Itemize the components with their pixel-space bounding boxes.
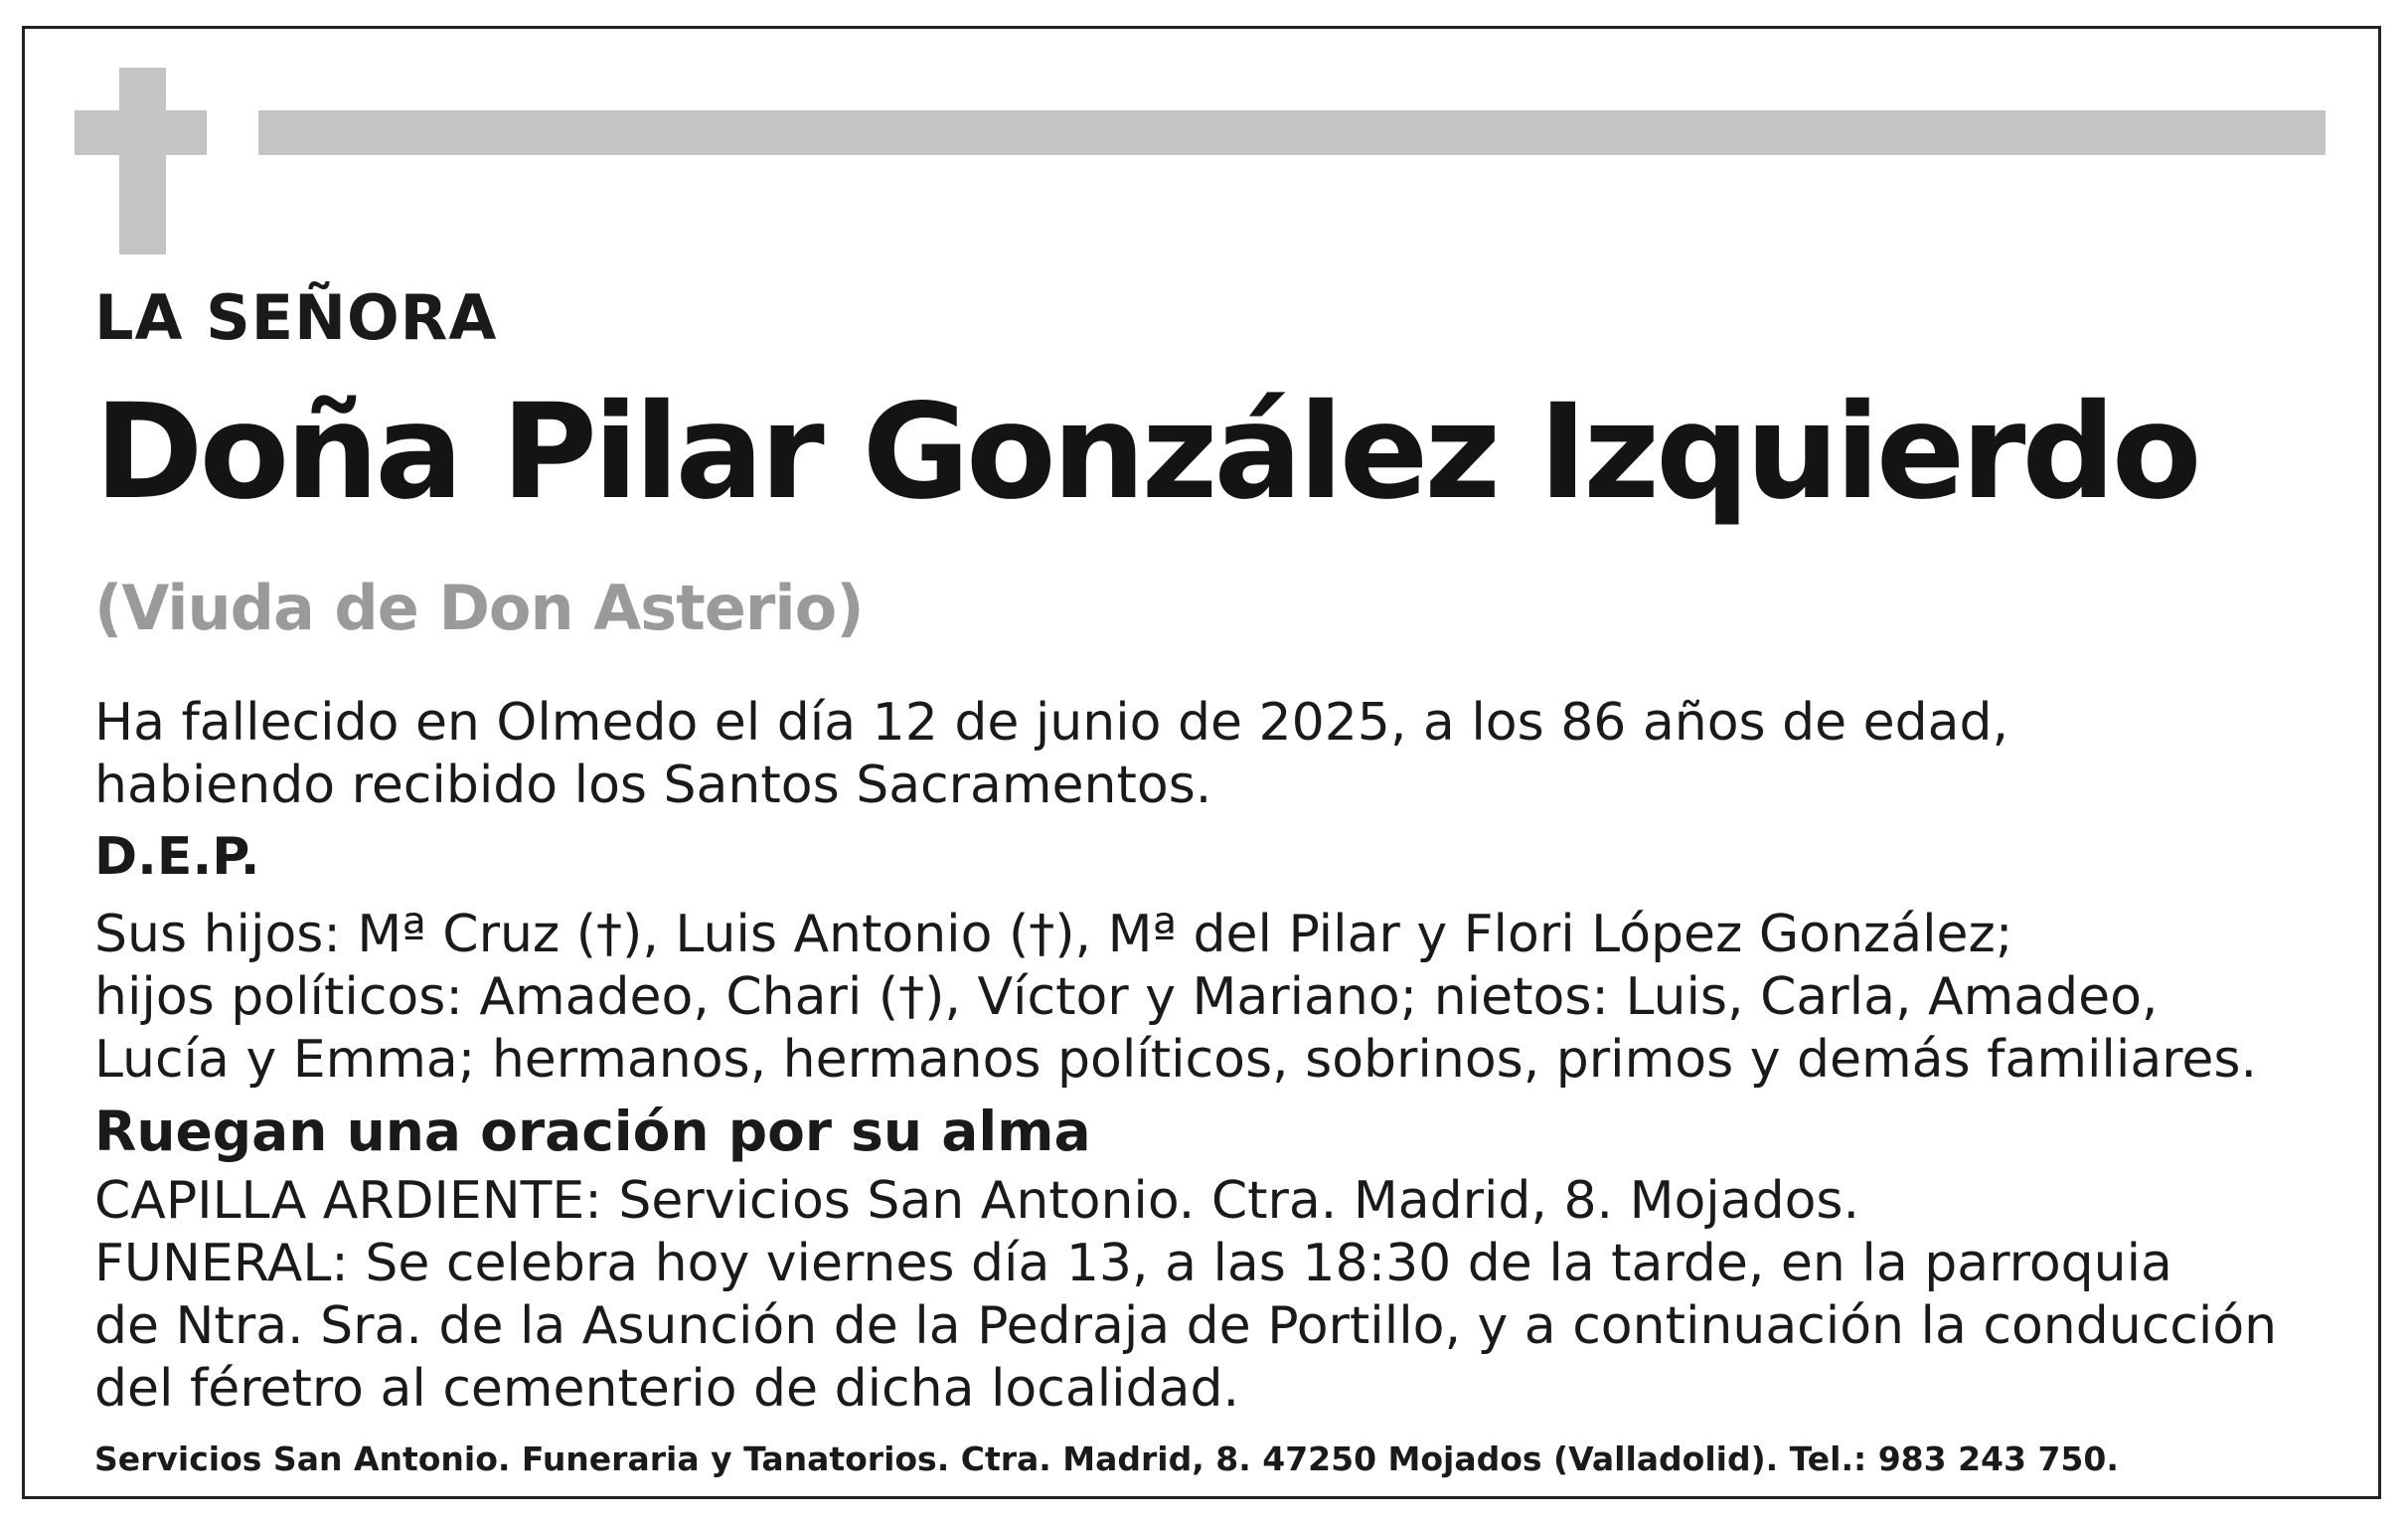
funeral-home-footer: Servicios San Antonio. Funeraria y Tanatorios. Ctra. Madrid, 8. 47250 Mojados (Valladolid). Tel.: 983 243 750. <box>94 1439 2119 1478</box>
funeral-line-3: del féretro al cementerio de dicha localidad. <box>94 1359 1239 1419</box>
death-notice-line-2: habiendo recibido los Santos Sacramentos. <box>94 756 1212 815</box>
death-notice-line-1: Ha fallecido en Olmedo el día 12 de junio de 2025, a los 86 años de edad, <box>94 693 2009 753</box>
title-label: LA SEÑORA <box>94 281 498 354</box>
cross-icon <box>119 68 166 254</box>
funeral-line-1: FUNERAL: Se celebra hoy viernes día 13, a las 18:30 de la tarde, en la parroquia <box>94 1234 2172 1293</box>
chapel-line: CAPILLA ARDIENTE: Servicios San Antonio. Ctra. Madrid, 8. Mojados. <box>94 1171 1860 1231</box>
family-line-2: hijos políticos: Amadeo, Chari (†), Víctor y Mariano; nietos: Luis, Carla, Amadeo, <box>94 967 2159 1027</box>
funeral-line-2: de Ntra. Sra. de la Asunción de la Pedraja de Portillo, y a continuación la conducción <box>94 1296 2278 1356</box>
cross-icon-arm <box>75 110 207 155</box>
deceased-name: Doña Pilar González Izquierdo <box>94 376 2198 529</box>
family-line-3: Lucía y Emma; hermanos, hermanos políticos, sobrinos, primos y demás familiares. <box>94 1030 2258 1090</box>
family-line-1: Sus hijos: Mª Cruz (†), Luis Antonio (†), Mª del Pilar y Flori López González; <box>94 905 2013 964</box>
prayer-heading: Ruegan una oración por su alma <box>94 1100 1091 1163</box>
header-divider-bar <box>258 110 2326 155</box>
widow-subtitle: (Viuda de Don Asterio) <box>94 572 864 644</box>
dep-heading: D.E.P. <box>94 827 260 887</box>
